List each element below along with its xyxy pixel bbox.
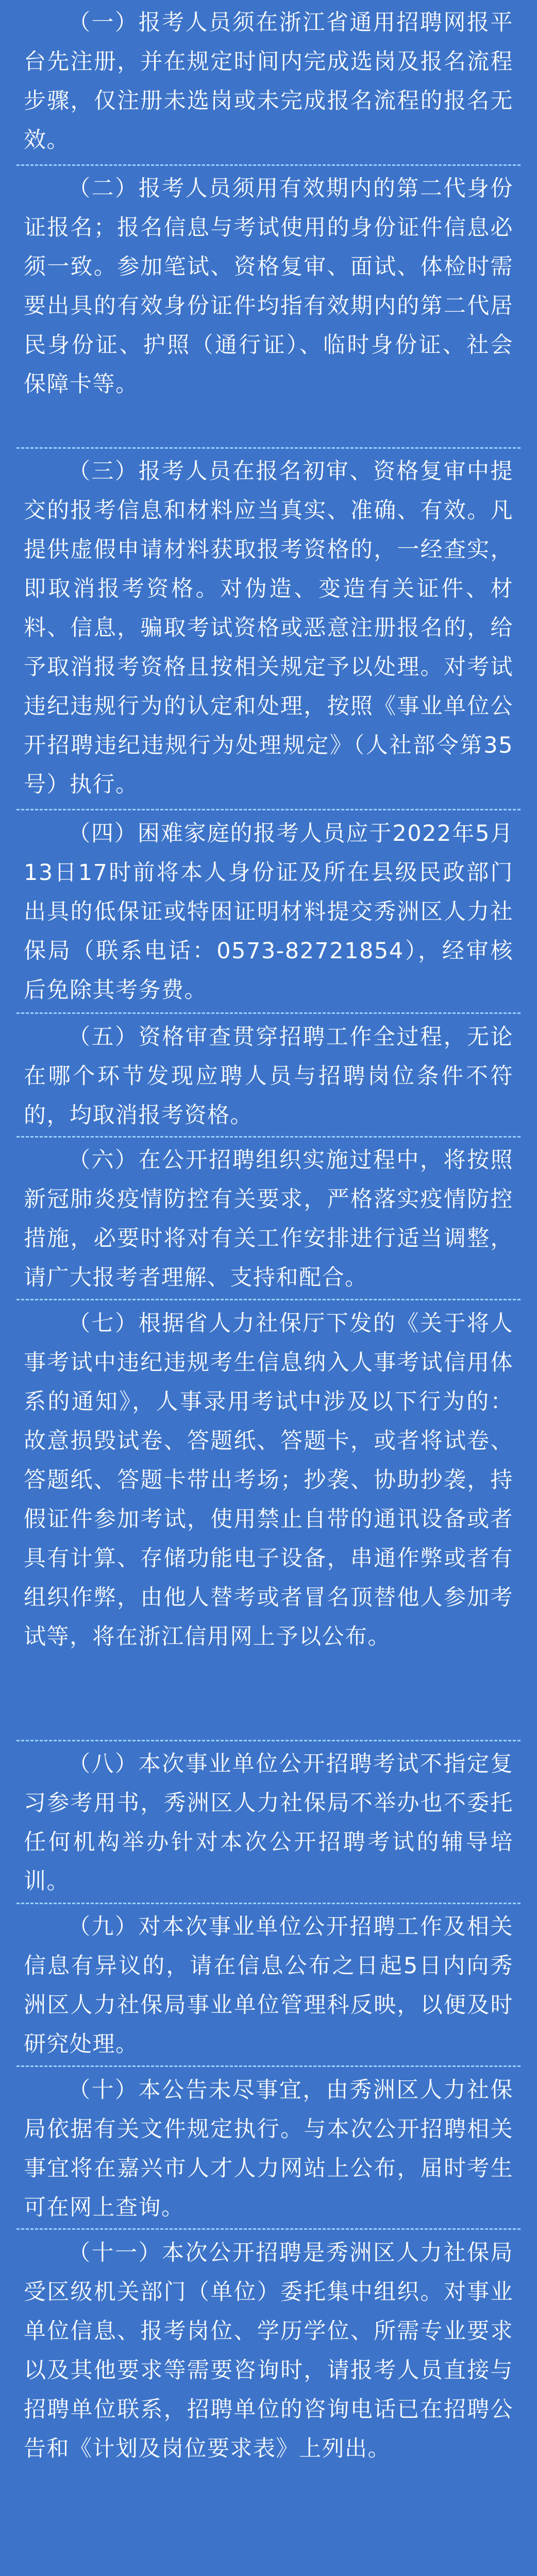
divider xyxy=(16,1012,521,1014)
paragraph-1: （一）报考人员须在浙江省通用招聘网报平台先注册，并在规定时间内完成选岗及报名流程步骤，仅注册未选岗或未完成报名流程的报名无效。 xyxy=(24,10,513,153)
paragraph-11: （十一）本次公开招聘是秀洲区人力社保局受区级机关部门（单位）委托集中组织。对事业单位信息、报考岗位、学历学位、所需专业要求以及其他要求等需要咨询时，请报考人员直接与招聘单位联系，招聘单位的咨询电话已在招聘公告和《计划及岗位要求表》上列出。 xyxy=(24,2240,513,2462)
divider xyxy=(16,1136,521,1138)
paragraph-7: （七）根据省人力社保厅下发的《关于将人事考试中违纪违规考生信息纳入人事考试信用体系的通知》，人事录用考试中涉及以下行为的：故意损毁试卷、答题纸、答题卡，或者将试卷、答题纸、答题卡带出考场；抄袭、协助抄袭，持假证件参加考试，使用禁止自带的通讯设备或者具有计算、存储功能电子设备，串通作弊或者有组织作弊，由他人替考或者冒名顶替他人参加考试等，将在浙江信用网上予以公布。 xyxy=(24,1311,513,1650)
divider xyxy=(16,2065,521,2067)
divider xyxy=(16,447,521,449)
divider xyxy=(16,1740,521,1741)
paragraph-3: （三）报考人员在报名初审、资格复审中提交的报考信息和材料应当真实、准确、有效。凡提供虚假申请材料获取报考资格的，一经查实，即取消报考资格。对伪造、变造有关证件、材料、信息，骗取考试资格或恶意注册报名的，给予取消报考资格且按相关规定予以处理。对考试违纪违规行为的认定和处理，按照《事业单位公开招聘违纪违规行为处理规定》（人社部令第35号）执行。 xyxy=(24,459,513,798)
paragraph-10: （十）本公告未尽事宜，由秀洲区人力社保局依据有关文件规定执行。与本次公开招聘相关事宜将在嘉兴市人才人力网站上公布，届时考生可在网上查询。 xyxy=(24,2077,513,2221)
divider xyxy=(16,1299,521,1300)
divider xyxy=(16,2228,521,2230)
paragraph-9: （九）对本次事业单位公开招聘工作及相关信息有异议的，请在信息公布之日起5日内向秀洲区人力社保局事业单位管理科反映，以便及时研究处理。 xyxy=(24,1914,513,2057)
paragraph-2: （二）报考人员须用有效期内的第二代身份证报名；报名信息与考试使用的身份证件信息必须一致。参加笔试、资格复审、面试、体检时需要出具的有效身份证件均指有效期内的第二代居民身份证、护照（通行证）、临时身份证、社会保障卡等。 xyxy=(24,176,513,397)
divider xyxy=(16,809,521,810)
divider xyxy=(16,164,521,166)
paragraph-5: （五）资格审查贯穿招聘工作全过程，无论在哪个环节发现应聘人员与招聘岗位条件不符的，均取消报考资格。 xyxy=(24,1024,513,1128)
paragraph-8: （八）本次事业单位公开招聘考试不指定复习参考用书，秀洲区人力社保局不举办也不委托任何机构举办针对本次公开招聘考试的辅导培训。 xyxy=(24,1751,513,1894)
paragraph-6: （六）在公开招聘组织实施过程中，将按照新冠肺炎疫情防控有关要求，严格落实疫情防控措施，必要时将对有关工作安排进行适当调整，请广大报考者理解、支持和配合。 xyxy=(24,1147,513,1291)
paragraph-4: （四）困难家庭的报考人员应于2022年5月13日17时前将本人身份证及所在县级民政部门出具的低保证或特困证明材料提交秀洲区人力社保局（联系电话：0573-82721854），经审核后免除其考务费。 xyxy=(24,821,513,1003)
divider xyxy=(16,1903,521,1904)
